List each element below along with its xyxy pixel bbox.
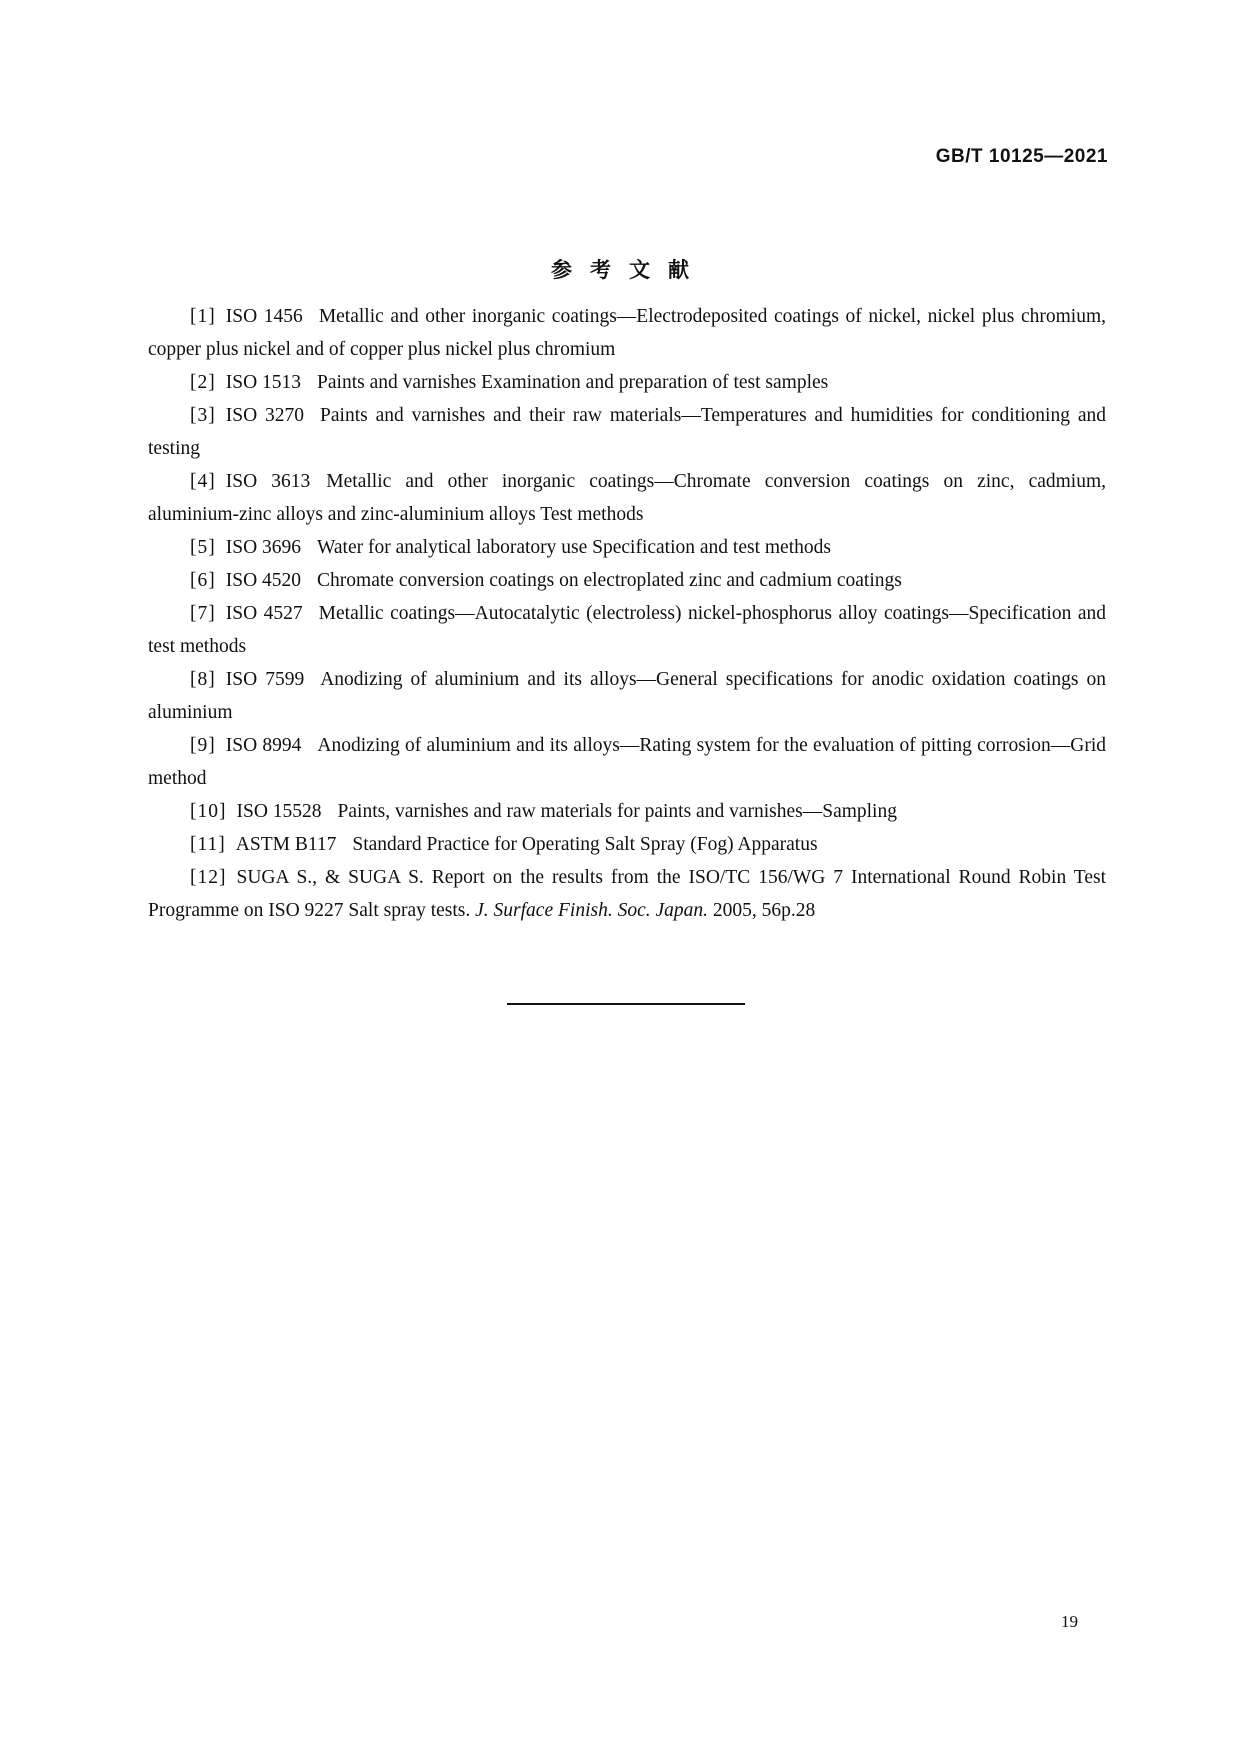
reference-code: ISO 3613 bbox=[225, 471, 311, 492]
reference-code: ISO 8994 bbox=[225, 735, 302, 756]
reference-code: ISO 1513 bbox=[225, 372, 302, 393]
reference-code: ASTM B117 bbox=[235, 834, 337, 855]
page-number: 19 bbox=[1061, 1612, 1078, 1631]
reference-text: Chromate conversion coatings on electroplated zinc and cadmium coatings bbox=[317, 570, 902, 591]
journal-name: J. Surface Finish. Soc. Japan. bbox=[475, 900, 709, 921]
reference-text: Paints, varnishes and raw materials for paints and varnishes—Sampling bbox=[337, 801, 897, 822]
reference-number: [12] bbox=[190, 867, 227, 888]
reference-text: Water for analytical laboratory use Specification and test methods bbox=[317, 537, 831, 558]
reference-text: Standard Practice for Operating Salt Spray (Fog) Apparatus bbox=[352, 834, 818, 855]
reference-code: ISO 15528 bbox=[236, 801, 322, 822]
reference-number: [1] bbox=[190, 306, 216, 327]
reference-item bbox=[148, 663, 1106, 729]
reference-number: [7] bbox=[190, 603, 216, 624]
reference-item bbox=[148, 564, 1106, 597]
reference-code: ISO 1456 bbox=[225, 306, 303, 327]
reference-item bbox=[148, 300, 1106, 366]
section-title: 参考文献 bbox=[551, 258, 707, 282]
reference-item bbox=[148, 729, 1106, 795]
document-code: GB/T 10125—2021 bbox=[935, 146, 1108, 167]
reference-number: [2] bbox=[190, 372, 216, 393]
reference-text: Metallic and other inorganic coatings—Chromate conversion coatings on zinc, cadmium, aluminium-zinc alloys and zinc-aluminium alloys Test methods bbox=[148, 471, 1107, 525]
reference-item bbox=[148, 828, 1106, 861]
reference-number: [8] bbox=[190, 669, 216, 690]
reference-text: Anodizing of aluminium and its alloys—General specifications for anodic oxidation coatings on aluminium bbox=[148, 669, 1107, 723]
reference-code: ISO 4520 bbox=[225, 570, 302, 591]
reference-code: ISO 3270 bbox=[225, 405, 305, 426]
reference-item bbox=[148, 597, 1106, 663]
reference-number: [4] bbox=[190, 471, 216, 492]
reference-number: [9] bbox=[190, 735, 216, 756]
reference-text: Paints and varnishes Examination and preparation of test samples bbox=[317, 372, 829, 393]
end-rule bbox=[507, 1003, 745, 1005]
reference-item bbox=[148, 465, 1106, 531]
reference-number: [6] bbox=[190, 570, 216, 591]
reference-text: SUGA S., & SUGA S. Report on the results from the ISO/TC 156/WG 7 International Round Robin Test Programme on ISO 9227 Salt spray tests. bbox=[148, 867, 1106, 921]
reference-item bbox=[148, 366, 1106, 399]
reference-number: [10] bbox=[190, 801, 227, 822]
reference-item bbox=[148, 861, 1106, 927]
reference-number: [3] bbox=[190, 405, 216, 426]
reference-item bbox=[148, 795, 1106, 828]
reference-item bbox=[148, 399, 1106, 465]
reference-code: ISO 4527 bbox=[225, 603, 303, 624]
reference-code: ISO 3696 bbox=[225, 537, 302, 558]
reference-citation: 2005, 56p.28 bbox=[712, 900, 816, 921]
reference-text: Metallic coatings—Autocatalytic (electroless) nickel-phosphorus alloy coatings—Specification and test methods bbox=[148, 603, 1106, 657]
reference-code: ISO 7599 bbox=[225, 669, 305, 690]
reference-text: Metallic and other inorganic coatings—Electrodeposited coatings of nickel, nickel plus chromium, copper plus nickel and of copper plus nickel plus chromium bbox=[148, 306, 1107, 360]
reference-text: Anodizing of aluminium and its alloys—Rating system for the evaluation of pitting corrosion—Grid method bbox=[148, 735, 1107, 789]
reference-item bbox=[148, 531, 1106, 564]
reference-number: [11] bbox=[190, 834, 226, 855]
reference-text: Paints and varnishes and their raw materials—Temperatures and humidities for conditioning and testing bbox=[148, 405, 1106, 459]
reference-list bbox=[148, 300, 1106, 927]
reference-number: [5] bbox=[190, 537, 216, 558]
